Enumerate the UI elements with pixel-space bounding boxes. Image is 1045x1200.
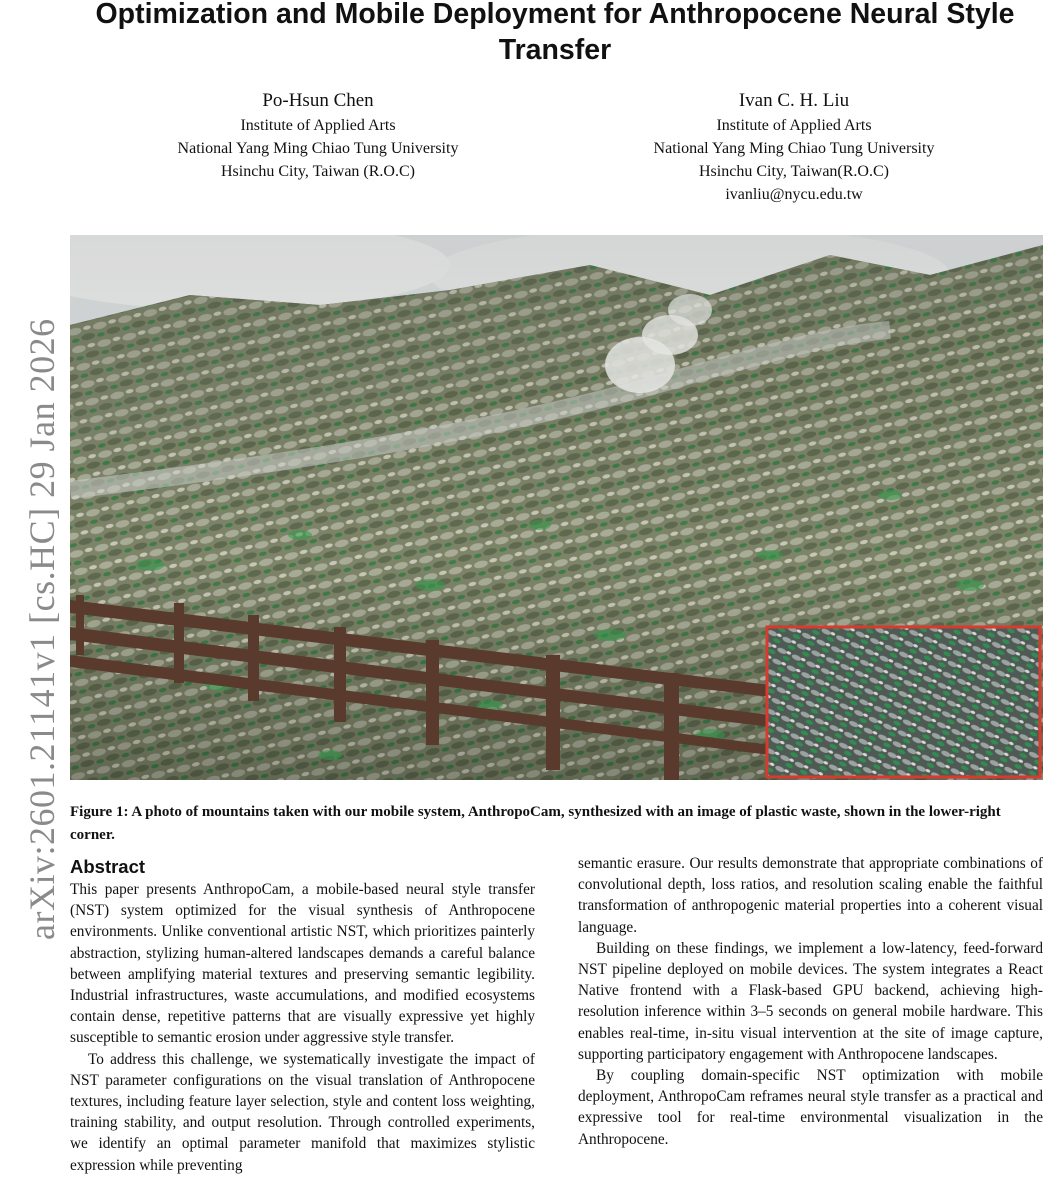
abstract-paragraph: This paper presents AnthropoCam, a mobile-based neural style transfer (NST) system optimized for the visual synthesis of Anthropocene environments. Unlike conventional artistic NST, which prioritizes painterly abstraction, stylizing human-altered landscapes demands a careful balance between amplifying material textures and preserving semantic legibility. Industrial infrastructures, waste accumulations, and modified ecosystems contain dense, repetitive patterns that are visually expressive yet highly susceptible to semantic erosion under aggressive style transfer. <box>70 881 535 1047</box>
abstract-paragraph: By coupling domain-specific NST optimization with mobile deployment, AnthropoCam reframes neural style transfer as a practical and expressive tool for real-time environmental visualization in the Anthropocene. <box>578 1067 1043 1148</box>
figure-stylized-landscape <box>70 235 1043 780</box>
abstract-column-left <box>70 857 535 1176</box>
abstract-paragraph: To address this challenge, we systematically investigate the impact of NST parameter configurations on the visual translation of Anthropocene textures, including feature layer selection, style and content loss weighting, training stability, and output resolution. Through controlled experiments, we identify an optimal parameter manifold that maximizes stylistic expression while preventing <box>70 1050 535 1174</box>
author-affiliation: Institute of Applied Arts <box>240 117 396 134</box>
abstract-heading: Abstract <box>70 856 146 877</box>
author-location: Hsinchu City, Taiwan(R.O.C) <box>699 163 889 180</box>
abstract-column-right <box>578 853 1043 1150</box>
author-name: Ivan C. H. Liu <box>738 90 850 111</box>
author-location: Hsinchu City, Taiwan (R.O.C) <box>221 163 415 180</box>
author-name: Po-Hsun Chen <box>262 90 374 111</box>
arxiv-identifier: arXiv:2601.21141v1 [cs.HC] 29 Jan 2026 <box>22 318 62 940</box>
figure-caption: Figure 1: A photo of mountains taken with our mobile system, AnthropoCam, synthesized with an image of plastic waste, shown in the lower-right corner. <box>70 804 1001 843</box>
author-email[interactable]: ivanliu@nycu.edu.tw <box>725 186 863 203</box>
author-block-1 <box>98 88 538 183</box>
author-block-2 <box>574 88 1014 206</box>
abstract-paragraph: Building on these findings, we implement a low-latency, feed-forward NST pipeline deployed on mobile devices. The system integrates a React Native frontend with a Flask-based GPU backend, achieving high-resolution inference within 3–5 seconds on general mobile hardware. This enables real-time, in-situ visual intervention at the site of image capture, supporting participatory engagement with Anthropocene landscapes. <box>578 939 1043 1063</box>
author-affiliation: Institute of Applied Arts <box>716 117 872 134</box>
abstract-paragraph: semantic erasure. Our results demonstrate that appropriate combinations of convolutional depth, loss ratios, and resolution scaling enable the faithful transformation of anthropogenic material properties into a coherent visual language. <box>578 855 1043 936</box>
author-university: National Yang Ming Chiao Tung University <box>177 140 459 157</box>
paper-title: Optimization and Mobile Deployment for Anthropocene Neural Style Transfer <box>95 0 1015 66</box>
author-university: National Yang Ming Chiao Tung University <box>653 140 935 157</box>
